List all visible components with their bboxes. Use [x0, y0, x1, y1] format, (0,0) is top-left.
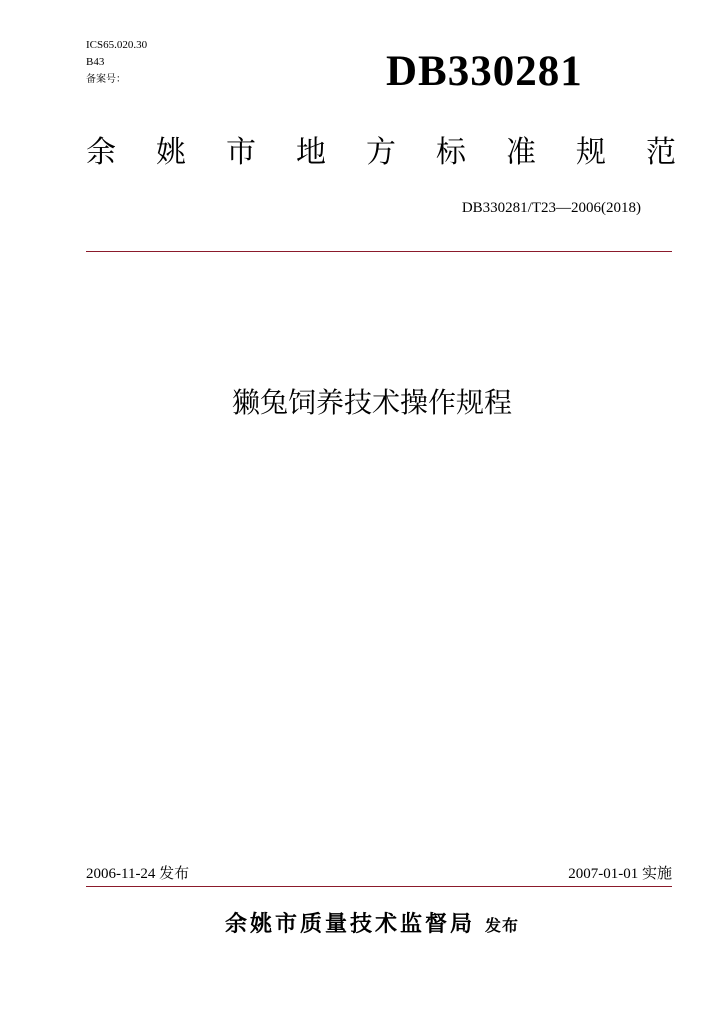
standard-kind-char: 规 [576, 135, 606, 170]
ics-code: ICS65.020.30 [86, 39, 148, 51]
issuer-name: 余姚市质量技术监督局 [224, 912, 475, 937]
standard-kind-char: 方 [366, 135, 396, 170]
standard-kind-heading [86, 133, 676, 173]
db-code: DB330281 [386, 48, 583, 95]
issue-date: 2006-11-24 发布 [86, 866, 190, 882]
standard-kind-char: 范 [646, 135, 676, 170]
standard-number: DB330281/T23—2006(2018) [461, 200, 641, 216]
footer-divider [86, 886, 672, 887]
standard-kind-char: 标 [436, 135, 466, 170]
standard-kind-char: 余 [86, 135, 116, 170]
standard-kind-char: 准 [506, 135, 536, 170]
standard-kind-char: 地 [296, 135, 326, 170]
document-title: 獭兔饲养技术操作规程 [231, 386, 512, 419]
standard-kind-char: 市 [226, 135, 256, 170]
implementation-date: 2007-01-01 实施 [568, 866, 672, 882]
header-divider [86, 251, 672, 252]
record-number-label: 备案号： [86, 74, 126, 85]
issuer-suffix: 发布 [485, 916, 520, 935]
issuing-authority [0, 910, 724, 941]
classification-code: B43 [86, 56, 105, 68]
standard-kind-char: 姚 [156, 135, 186, 170]
